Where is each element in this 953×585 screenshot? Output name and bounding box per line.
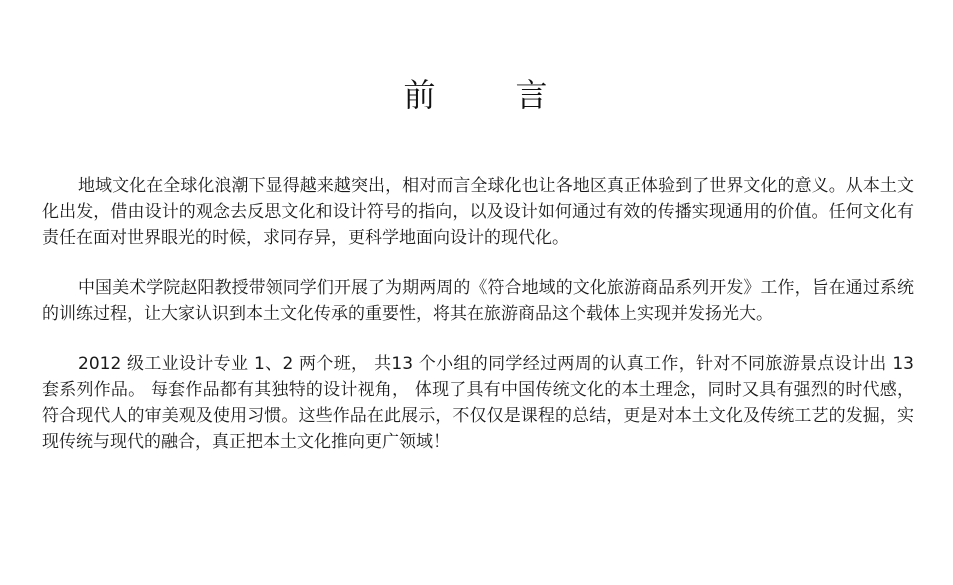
page-title	[0, 70, 953, 116]
paragraph-1: 地域文化在全球化浪潮下显得越来越突出，相对而言全球化也让各地区真正体验到了世界文化的意义。从本土文化出发，借由设计的观念去反思文化和设计符号的指向，以及设计如何通过有效的传播实现通用的价值。任何文化有责任在面对世界眼光的时候，求同存异，更科学地面向设计的现代化。	[42, 176, 914, 248]
preface-body	[42, 173, 914, 479]
title-char-1: 前	[403, 76, 438, 114]
title-char-2: 言	[515, 76, 550, 114]
paragraph-3: 2012 级工业设计专业 1、2 两个班， 共13 个小组的同学经过两周的认真工作，针对不同旅游景点设计出 13 套系列作品。 每套作品都有其独特的设计视角， 体现了具有中国传统文化的本土理念，同时又具有强烈的时代感，符合现代人的审美观及使用习惯。这些作品在此展示，不仅仅是课程的总结，更是对本土文化及传统工艺的发掘，实现传统与现代的融合，真正把本土文化推向更广领域！	[42, 354, 914, 452]
paragraph-2: 中国美术学院赵阳教授带领同学们开展了为期两周的《符合地域的文化旅游商品系列开发》工作，旨在通过系统的训练过程，让大家认识到本土文化传承的重要性，将其在旅游商品这个载体上实现并发扬光大。	[42, 278, 914, 324]
